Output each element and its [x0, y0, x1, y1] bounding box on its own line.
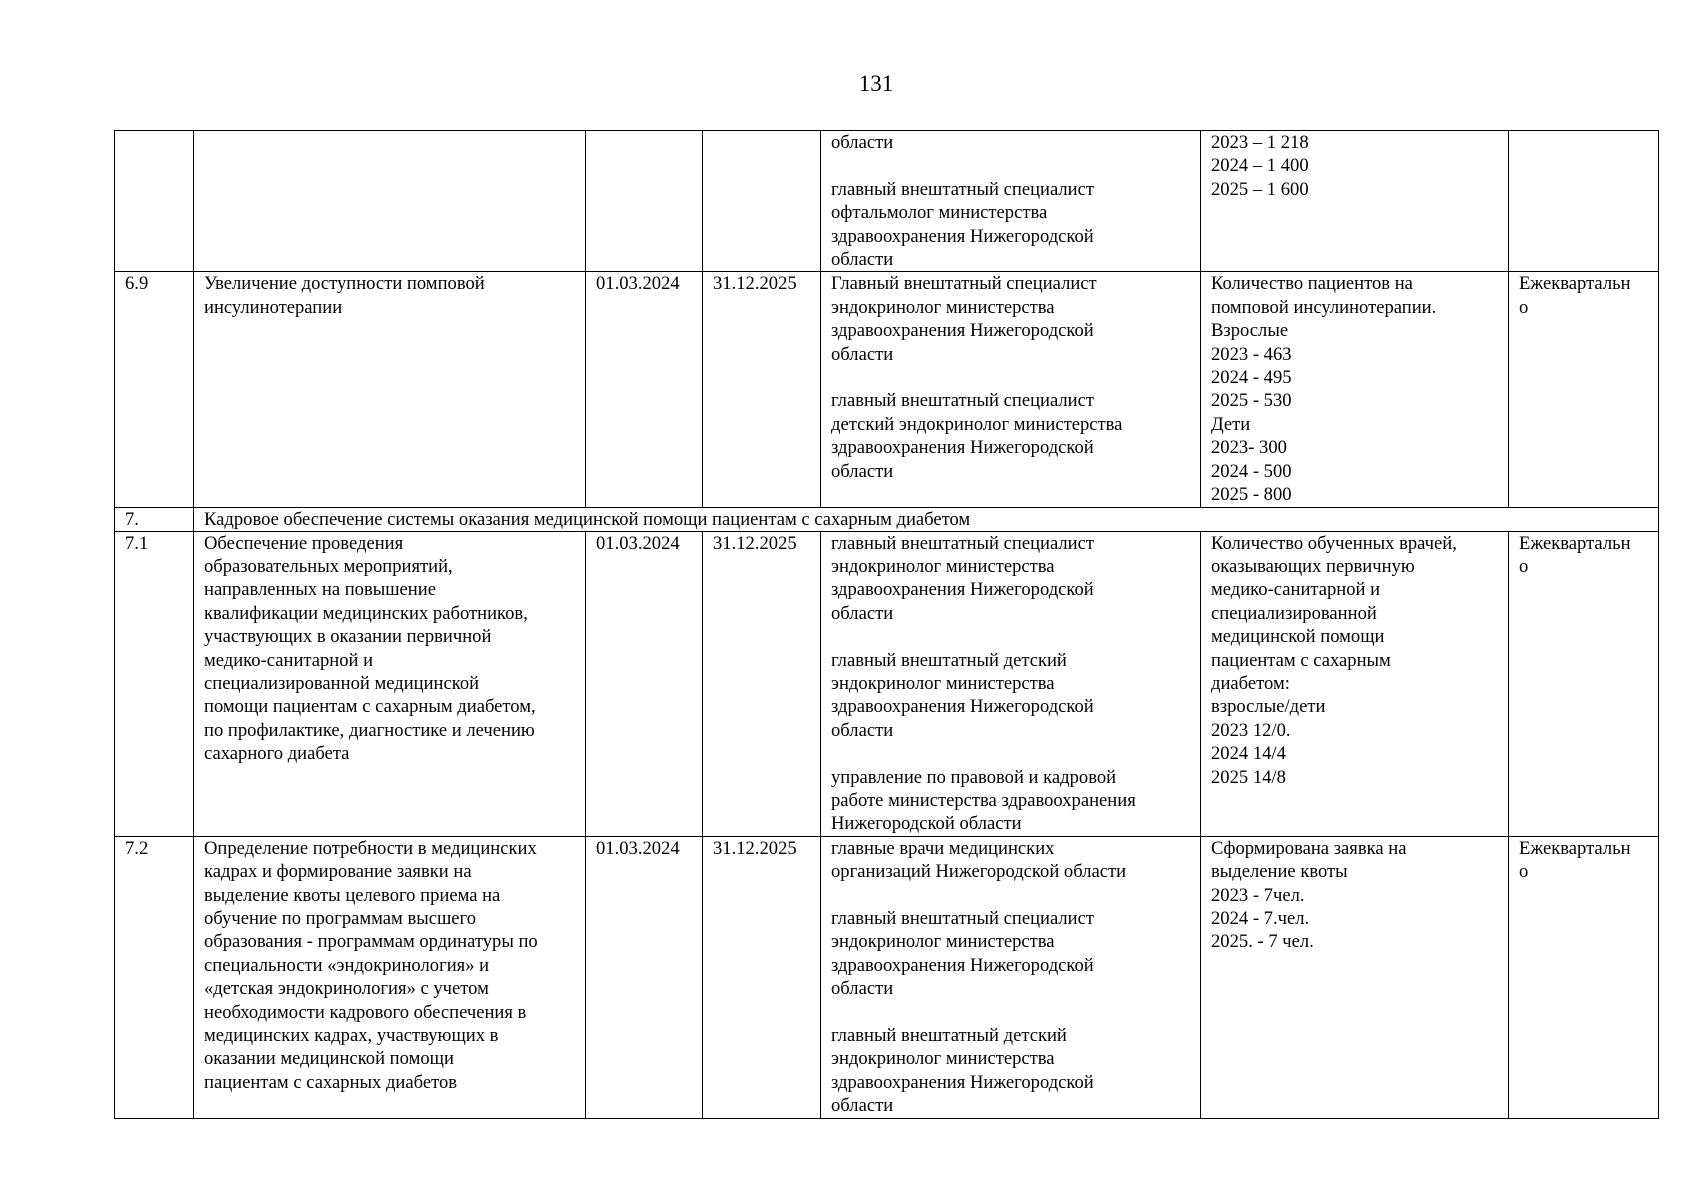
table-row-continuation — [115, 131, 1659, 272]
cell-responsible: главный внештатный специалист эндокринолог министерства здравоохранения Нижегородской области главный внештатный детский эндокринолог министерства здравоохранения Нижегородской области управление по правовой и кадровой работе министерства здравоохранения Нижегородской области — [821, 531, 1201, 836]
cell-responsible: главные врачи медицинских организаций Нижегородской области главный внештатный специалист эндокринолог министерства здравоохранения Нижегородской области главный внештатный детский эндокринолог министерства здравоохранения Нижегородской области — [821, 836, 1201, 1118]
cell-indicator: Сформирована заявка на выделение квоты 2023 - 7чел. 2024 - 7.чел. 2025. - 7 чел. — [1201, 836, 1509, 1118]
section-number: 7. — [115, 507, 194, 531]
cell-frequency: Ежеквартальн о — [1509, 836, 1659, 1118]
cell-responsible: области главный внештатный специалист офтальмолог министерства здравоохранения Нижегородской области — [821, 131, 1201, 272]
cell-end-date: 31.12.2025 — [703, 272, 821, 507]
cell-event: Увеличение доступности помповой инсулинотерапии — [194, 272, 586, 507]
cell-number — [115, 131, 194, 272]
cell-event: Обеспечение проведения образовательных мероприятий, направленных на повышение квалификации медицинских работников, участвующих в оказании первичной медико-санитарной и специализированной медицинской помощи пациентам с сахарным диабетом, по профилактике, диагностике и лечению сахарного диабета — [194, 531, 586, 836]
plan-table — [114, 130, 1659, 1119]
section-row-7 — [115, 507, 1659, 531]
cell-frequency — [1509, 131, 1659, 272]
cell-number: 7.1 — [115, 531, 194, 836]
table-row-7-2 — [115, 836, 1659, 1118]
cell-end-date: 31.12.2025 — [703, 836, 821, 1118]
cell-start-date: 01.03.2024 — [586, 531, 703, 836]
cell-end-date — [703, 131, 821, 272]
cell-number: 7.2 — [115, 836, 194, 1118]
cell-indicator: 2023 – 1 218 2024 – 1 400 2025 – 1 600 — [1201, 131, 1509, 272]
section-title: Кадровое обеспечение системы оказания медицинской помощи пациентам с сахарным диабетом — [194, 507, 1659, 531]
cell-event: Определение потребности в медицинских кадрах и формирование заявки на выделение квоты целевого приема на обучение по программам высшего образования - программам ординатуры по специальности «эндокринология» и «детская эндокринология» с учетом необходимости кадрового обеспечения в медицинских кадрах, участвующих в оказании медицинской помощи пациентам с сахарных диабетов — [194, 836, 586, 1118]
table-row-7-1 — [115, 531, 1659, 836]
cell-frequency: Ежеквартальн о — [1509, 531, 1659, 836]
cell-indicator: Количество обученных врачей, оказывающих первичную медико-санитарной и специализированной медицинской помощи пациентам с сахарным диабетом: взрослые/дети 2023 12/0. 2024 14/4 2025 14/8 — [1201, 531, 1509, 836]
cell-responsible: Главный внештатный специалист эндокринолог министерства здравоохранения Нижегородской области главный внештатный специалист детский эндокринолог министерства здравоохранения Нижегородской области — [821, 272, 1201, 507]
cell-indicator: Количество пациентов на помповой инсулинотерапии. Взрослые 2023 - 463 2024 - 495 2025 - 530 Дети 2023- 300 2024 - 500 2025 - 800 — [1201, 272, 1509, 507]
cell-start-date — [586, 131, 703, 272]
page-number: 131 — [858, 71, 894, 96]
cell-start-date: 01.03.2024 — [586, 272, 703, 507]
cell-start-date: 01.03.2024 — [586, 836, 703, 1118]
cell-end-date: 31.12.2025 — [703, 531, 821, 836]
cell-number: 6.9 — [115, 272, 194, 507]
cell-event — [194, 131, 586, 272]
cell-frequency: Ежеквартальн о — [1509, 272, 1659, 507]
table-row-6-9 — [115, 272, 1659, 507]
